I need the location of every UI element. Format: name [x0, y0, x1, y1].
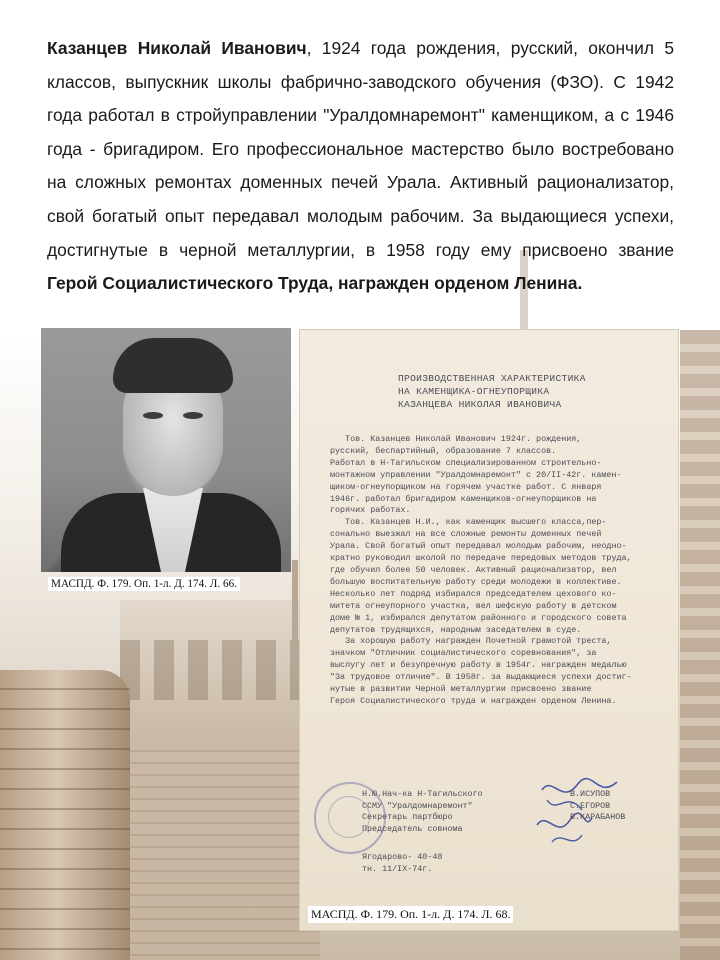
background-scaffold: [680, 330, 720, 960]
background-chimney: [292, 560, 298, 650]
archival-document: [300, 330, 678, 930]
background-building: [120, 600, 310, 740]
portrait-caption: МАСПД. Ф. 179. Оп. 1-л. Д. 174. Л. 66.: [48, 577, 240, 591]
document-signatories: Н.Ю.Нач-ка Н-Тагильского ССМУ "Уралдомнаремонт" Секретарь партбюро Председатель совнома: [362, 789, 483, 834]
biography-separator: ,: [328, 273, 339, 294]
background-tower-rings: [0, 670, 130, 960]
document-caption: МАСПД. Ф. 179. Оп. 1-л. Д. 174. Л. 68.: [308, 906, 513, 923]
document-title: ПРОИЗВОДСТВЕННАЯ ХАРАКТЕРИСТИКА НА КАМЕНЩИКА-ОГНЕУПОРЩИКА КАЗАНЦЕВА НИКОЛАЯ ИВАНОВИЧА: [398, 373, 586, 410]
document-body: Тов. Казанцев Николай Иванович 1924г. рождения, русский, беспартийный, образование 7 классов. Работал в Н-Тагильском специализированном строительно- монтажном управлении "Уралдомнаремонт" с 20/II-42г. камен- щиком-огнеупорщиком на горячем участке работ. С января 1946г. работал бригадиром каменщиков-огнеупорщиков на горячих работах. Тов. Казанцев Н.И., как каменщик высшего класса,пер- сонально выезжал на все сложные ремонты доменных печей Урала. Свой богатый опыт передавал молодым рабочим, неодно- кратно руководил школой по передаче передовых методов труда, где обучил более 50 человек. Активный рационализатор, вел большую воспитательную работу среди молодежи в коллективе. Несколько лет подряд избирался председателем цехового ко- митета огнеупорного участка, вел шефскую работу в детском доме № 1, избирался депутатом районного и городского совета депутатов трудящихся, народным заседателем в суде. За хорошую работу награжден Почетной грамотой треста, значком "Отличник социалистического соревнования", за выслугу лет и безупречную работу в 1954г. награжден медалью "За трудовое отличие". В 1958г. за выдающиеся успехи достиг- нутые в развитии Черной металлургии присвоено звание Героя Социалистического труда и награжден орденом Ленина.: [330, 434, 632, 706]
document-place-date: Ягодарово- 40-48 тн. 11/IX-74г.: [362, 852, 443, 874]
biography-paragraph: [47, 32, 674, 301]
background-ground: [120, 740, 320, 960]
award-title: Герой Социалистического Труда: [47, 273, 329, 294]
document-signature-names: В.ИСУПОВ С.ЕГОРОВ В.КАРАБАНОВ: [570, 789, 626, 822]
biography-name: Казанцев Николай Иванович: [47, 38, 307, 58]
award-order: награжден орденом Ленина.: [338, 273, 583, 294]
portrait-photo: [41, 328, 291, 572]
biography-text: , 1924 года рождения, русский, окончил 5 классов, выпускник школы фабрично-заводского обучения (ФЗО). С 1942 года работал в стройуправлении "Уралдомнаремонт" каменщиком, а с 1946 года - бригадиром. Его профессиональное мастерство было востребовано на сложных ремонтах доменных печей Урала. Активный рационализатор, свой богатый опыт передавал молодым рабочим. За выдающиеся успехи, достигнутые в черной металлургии, в 1958 году ему присвоено звание: [47, 38, 674, 260]
